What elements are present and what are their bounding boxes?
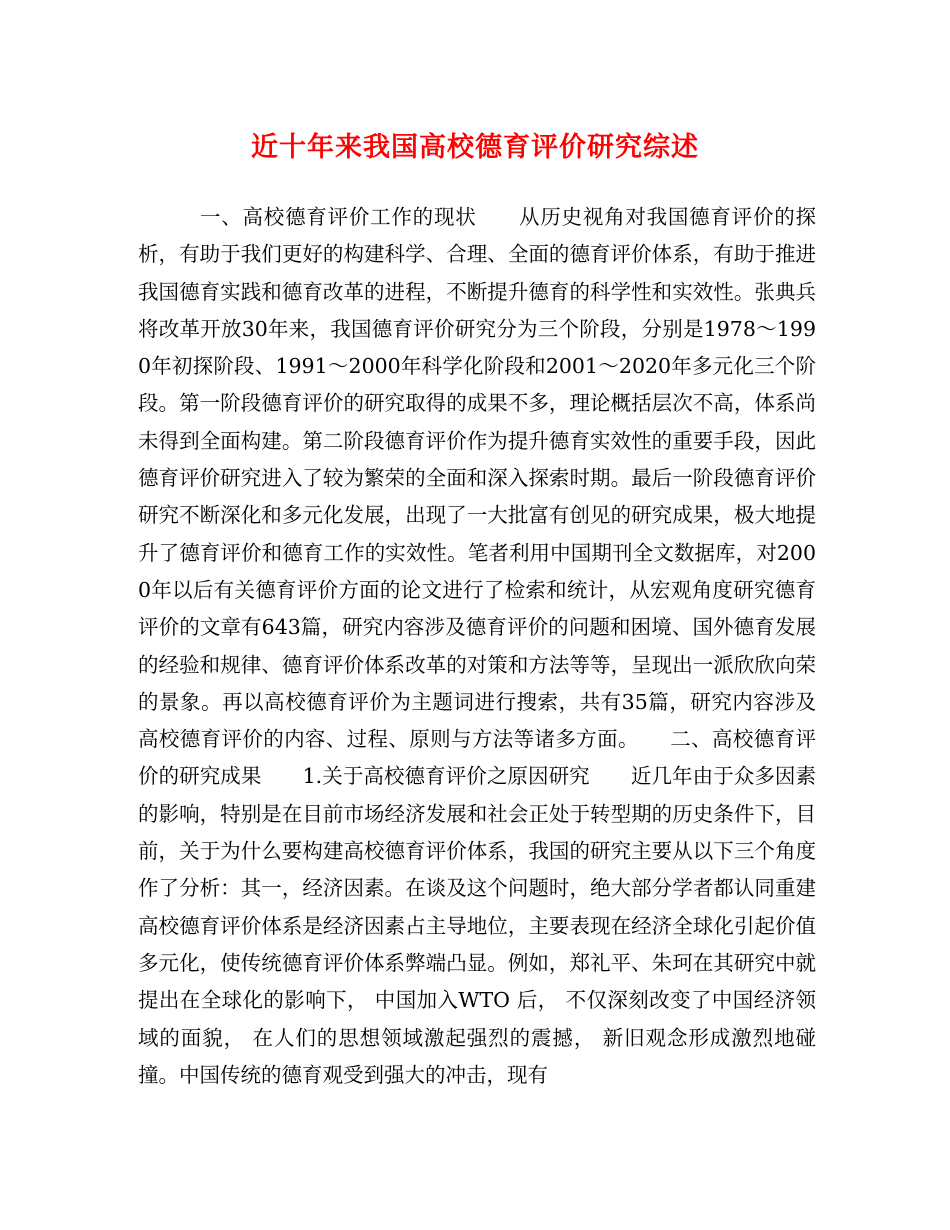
document-body-paragraph: 一、高校德育评价工作的现状 从历史视角对我国德育评价的探析，有助于我们更好的构建科学、合理、全面的德育评价体系，有助于推进我国德育实践和德育改革的进程，不断提升德育的科学性和实效性。张典兵将改革开放30年来，我国德育评价研究分为三个阶段，分别是1978～1990年初探阶段、1991～2000年科学化阶段和2001～2020年多元化三个阶段。第一阶段德育评价的研究取得的成果不多，理论概括层次不高，体系尚未得到全面构建。第二阶段德育评价作为提升德育实效性的重要手段，因此德育评价研究进入了较为繁荣的全面和深入探索时期。最后一阶段德育评价研究不断深化和多元化发展，出现了一大批富有创见的研究成果，极大地提升了德育评价和德育工作的实效性。笔者利用中国期刊全文数据库，对2000年以后有关德育评价方面的论文进行了检索和统计，从宏观角度研究德育评价的文章有643篇，研究内容涉及德育评价的问题和困境、国外德育发展的经验和规律、德育评价体系改革的对策和方法等等，呈现出一派欣欣向荣的景象。再以高校德育评价为主题词进行搜索，共有35篇，研究内容涉及高校德育评价的内容、过程、原则与方法等诸多方面。 二、高校德育评价的研究成果 1.关于高校德育评价之原因研究 近几年由于众多因素的影响，特别是在目前市场经济发展和社会正处于转型期的历史条件下，目前，关于为什么要构建高校德育评价体系，我国的研究主要从以下三个角度作了分析：其一，经济因素。在谈及这个问题时，绝大部分学者都认同重建高校德育评价体系是经济因素占主导地位，主要表现在经济全球化引起价值多元化，使传统德育评价体系弊端凸显。例如，郑礼平、朱珂在其研究中就提出在全球化的影响下， 中国加入WTO 后， 不仅深刻改变了中国经济领域的面貌， 在人们的思想领域激起强烈的震撼， 新旧观念形成激烈地碰撞。中国传统的德育观受到强大的冲击，现有 bbox=[138, 205, 816, 1087]
document-title: 近十年来我国高校德育评价研究综述 bbox=[251, 132, 699, 163]
